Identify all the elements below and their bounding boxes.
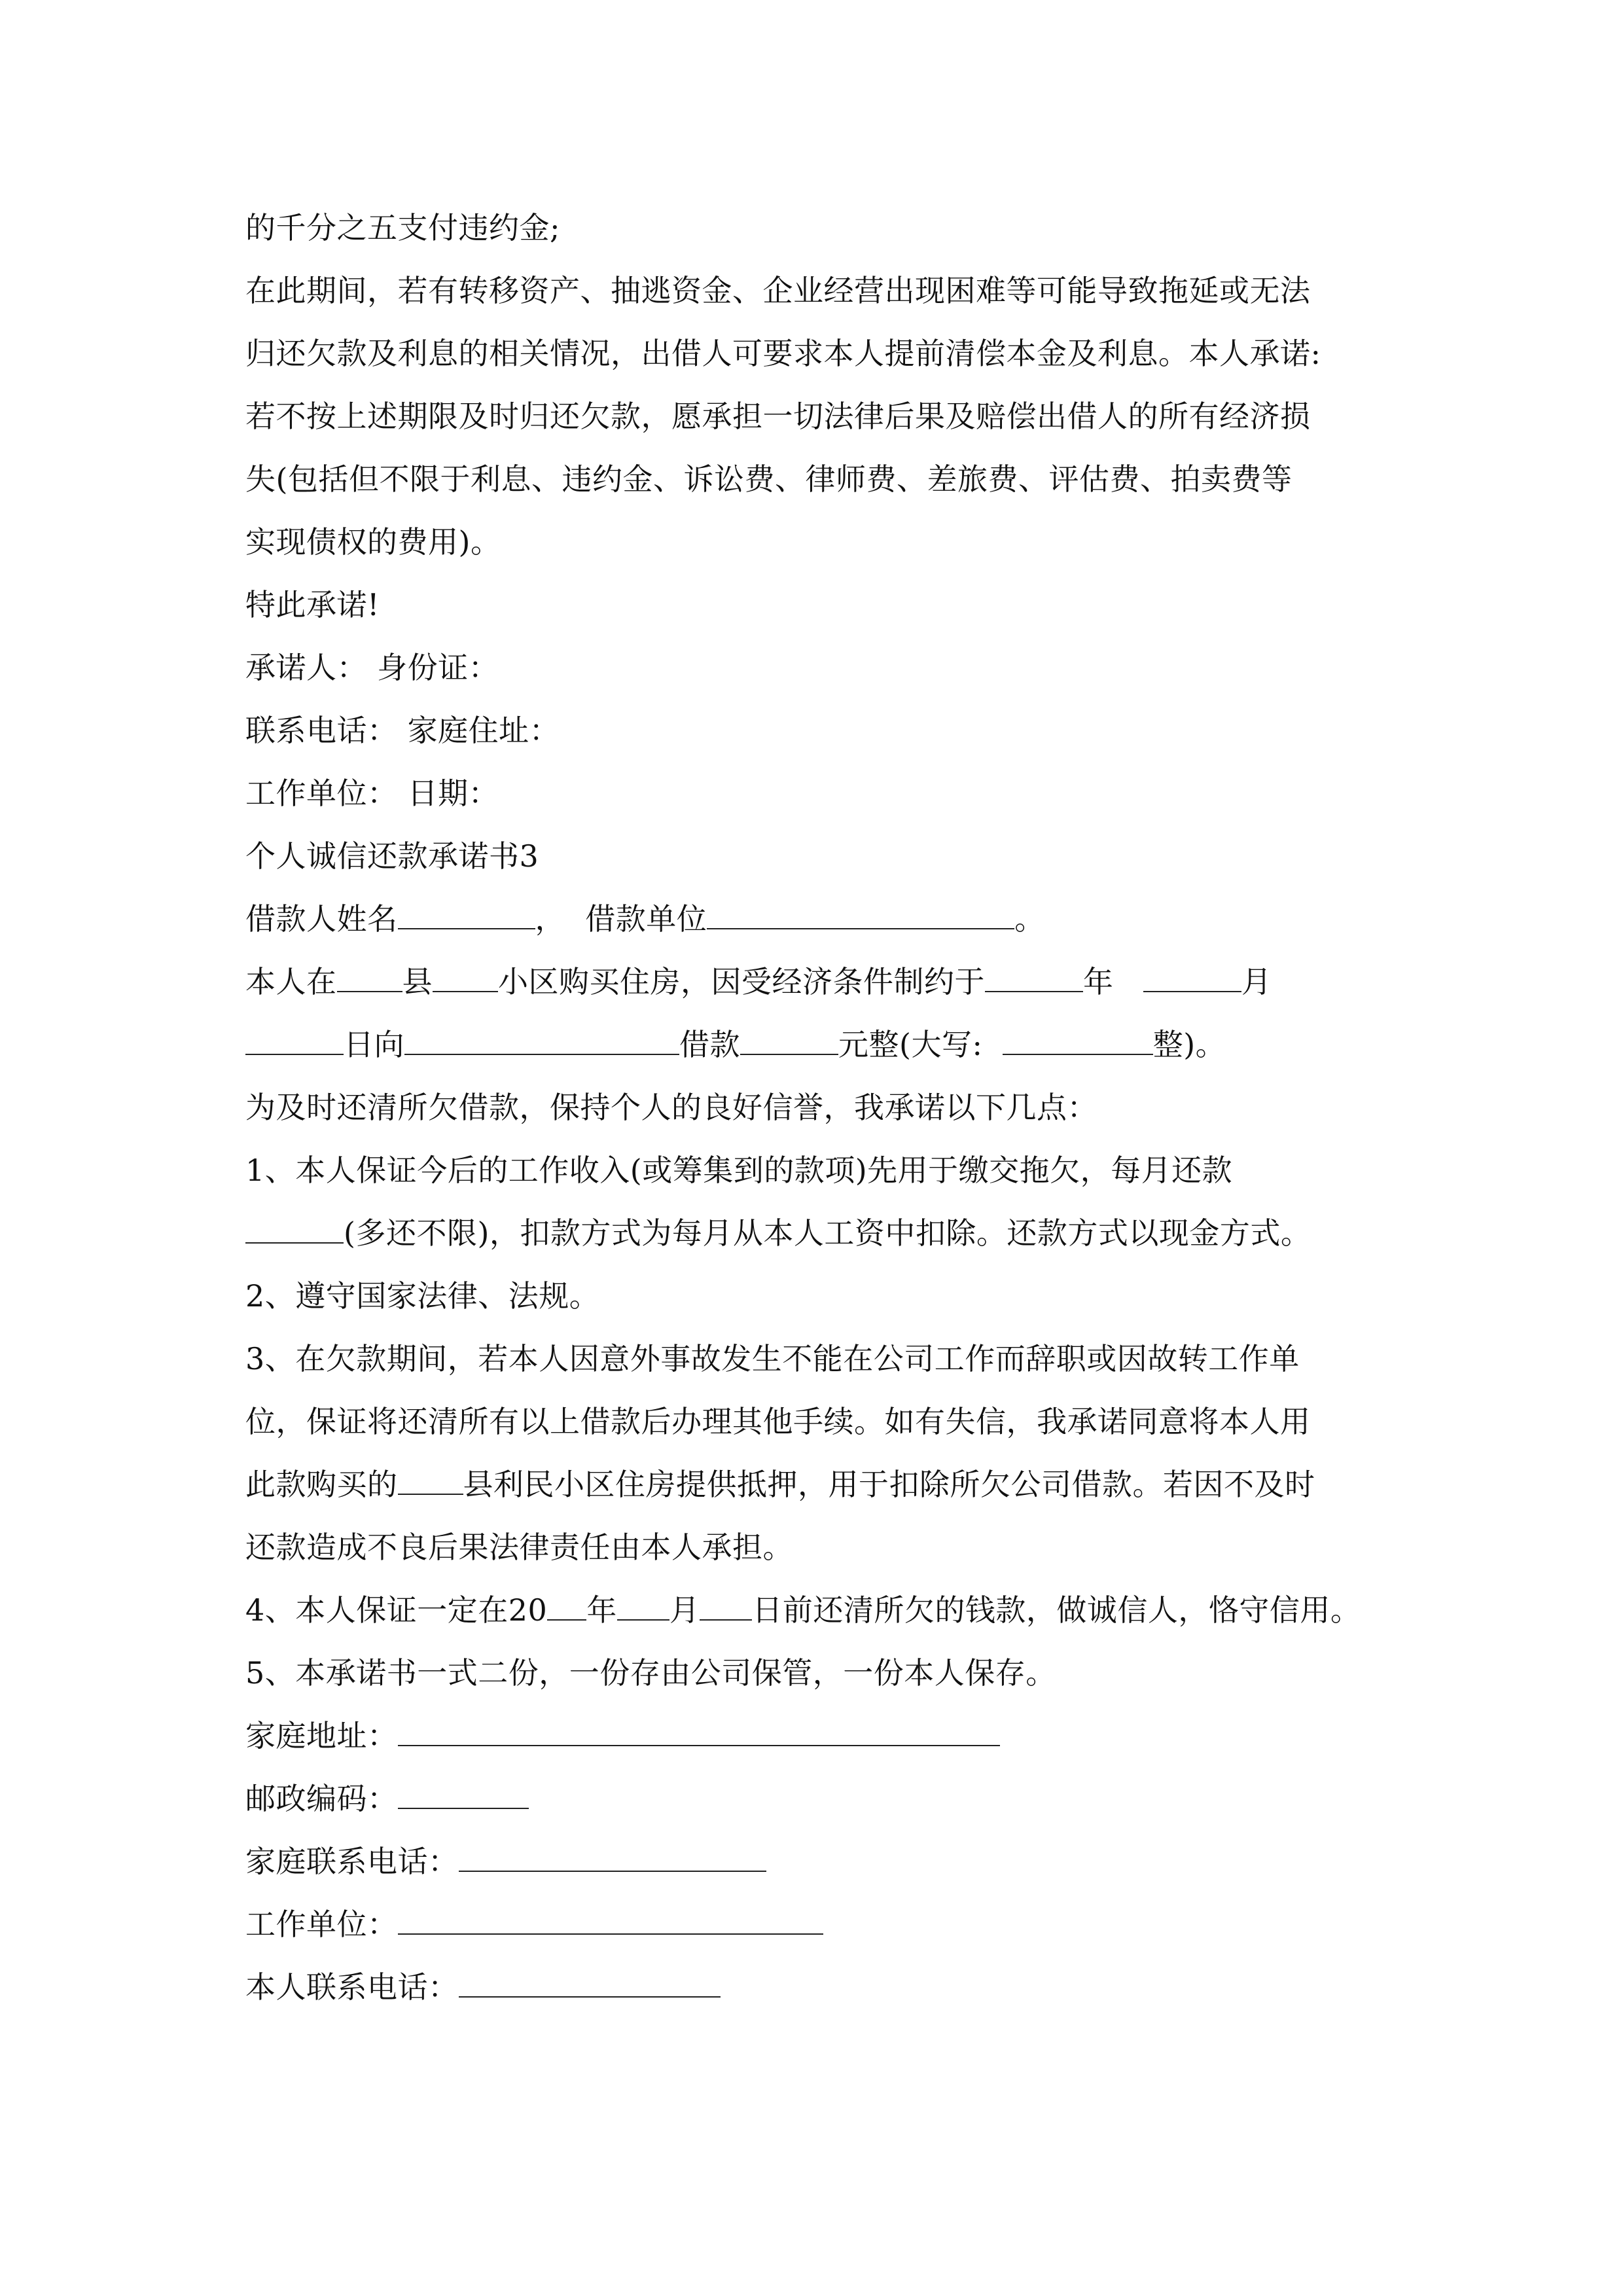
purchase-text: 本人在 <box>245 964 337 999</box>
lender-blank[interactable] <box>404 1025 679 1055</box>
item-5-line: 5、本承诺书一式二份，一份存由公司保管，一份本人保存。 <box>245 1655 1056 1691</box>
community-text: 小区购买住房，因受经济条件制约于 <box>498 964 985 999</box>
contact-line: 联系电话： 家庭住址： <box>245 713 560 748</box>
home-address-line <box>245 1716 1000 1755</box>
item-4-text: 4、本人保证一定在20 <box>245 1592 548 1628</box>
home-phone-line <box>245 1842 766 1881</box>
item-4-line <box>245 1590 1361 1630</box>
item-3-mortgage-line <box>245 1465 1315 1504</box>
loan-text: 借款 <box>679 1027 740 1062</box>
section-title: 个人诚信还款承诺书3 <box>245 838 539 874</box>
mortgage-county-blank[interactable] <box>398 1465 463 1495</box>
paragraph-line: 在此期间，若有转移资产、抽逃资金、企业经营出现困难等可能导致拖延或无法 <box>245 273 1311 308</box>
month-blank[interactable] <box>1143 962 1241 992</box>
home-phone-label: 家庭联系电话： <box>245 1844 459 1879</box>
year-blank[interactable] <box>985 962 1083 992</box>
yuan-text: 元整(大写: <box>838 1027 983 1062</box>
personal-phone-line <box>245 1967 721 2007</box>
paragraph-line: 若不按上述期限及时归还欠款，愿承担一切法律后果及赔偿出借人的所有经济损 <box>245 399 1311 434</box>
mortgage-text: 此款购买的 <box>245 1467 398 1502</box>
postal-code-blank[interactable] <box>398 1779 529 1809</box>
signer-line: 承诺人： 身份证： <box>245 650 499 685</box>
intro-line: 为及时还清所欠借款，保持个人的良好信誉，我承诺以下几点： <box>245 1090 1097 1125</box>
work-date-line: 工作单位： 日期： <box>245 776 499 811</box>
county-blank[interactable] <box>337 962 402 992</box>
work-unit-label: 工作单位： <box>245 1907 398 1942</box>
postal-code-label: 邮政编码： <box>245 1781 398 1816</box>
repay-year-blank[interactable] <box>547 1590 586 1621</box>
item-1-text: (多还不限)，扣款方式为每月从本人工资中扣除。还款方式以现金方式。 <box>344 1215 1311 1251</box>
paragraph-line: 失(包括但不限于利息、违约金、诉讼费、律师费、差旅费、评估费、拍卖费等 <box>245 461 1293 497</box>
item-2-line: 2、遵守国家法律、法规。 <box>245 1278 600 1314</box>
borrower-name-blank[interactable] <box>398 899 535 929</box>
home-phone-blank[interactable] <box>459 1842 766 1872</box>
amount-words-blank[interactable] <box>1003 1025 1153 1055</box>
borrower-unit-label: 借款单位 <box>585 901 707 937</box>
work-unit-line <box>245 1905 823 1944</box>
repay-day-blank[interactable] <box>700 1590 752 1621</box>
postal-code-line <box>245 1779 529 1818</box>
home-address-blank[interactable] <box>398 1716 1000 1746</box>
item-1-continued-line <box>245 1213 1311 1253</box>
personal-phone-label: 本人联系电话： <box>245 1969 459 2005</box>
work-unit-blank[interactable] <box>398 1905 823 1935</box>
comma-text: ， <box>535 901 565 937</box>
item-1-line: 1、本人保证今后的工作收入(或筹集到的款项)先用于缴交拖欠，每月还款 <box>245 1153 1233 1188</box>
day-text: 日向 <box>344 1027 404 1062</box>
purchase-line <box>245 962 1272 1001</box>
county-text: 县 <box>402 964 433 999</box>
borrower-unit-blank[interactable] <box>707 899 1014 929</box>
borrower-line <box>245 899 1045 939</box>
repay-year-text: 年 <box>586 1592 617 1628</box>
amount-end-text: 整)。 <box>1152 1027 1226 1062</box>
paragraph-line: 归还欠款及利息的相关情况，出借人可要求本人提前清偿本金及利息。本人承诺: <box>245 336 1321 371</box>
paragraph-line: 实现债权的费用)。 <box>245 524 501 560</box>
repay-month-blank[interactable] <box>617 1590 669 1621</box>
amount-blank[interactable] <box>740 1025 838 1055</box>
monthly-payment-blank[interactable] <box>245 1213 344 1244</box>
mortgage-detail-text: 县利民小区住房提供抵押，用于扣除所欠公司借款。若因不及时 <box>463 1467 1315 1502</box>
repay-month-text: 月 <box>669 1592 700 1628</box>
period-text: 。 <box>1014 901 1045 937</box>
paragraph-line: 的千分之五支付违约金; <box>245 210 560 245</box>
repay-day-text: 日前还清所欠的钱款，做诚信人，恪守信用。 <box>752 1592 1361 1628</box>
borrower-name-label: 借款人姓名 <box>245 901 398 937</box>
year-text: 年 <box>1083 964 1114 999</box>
personal-phone-blank[interactable] <box>459 1967 721 1998</box>
item-3-line: 位，保证将还清所有以上借款后办理其他手续。如有失信，我承诺同意将本人用 <box>245 1404 1311 1439</box>
community-blank[interactable] <box>433 962 498 992</box>
item-3-line: 3、在欠款期间，若本人因意外事故发生不能在公司工作而辞职或因故转工作单 <box>245 1341 1300 1376</box>
day-blank[interactable] <box>245 1025 344 1055</box>
home-address-label: 家庭地址： <box>245 1718 398 1753</box>
month-text: 月 <box>1241 964 1272 999</box>
loan-amount-line <box>245 1025 1226 1064</box>
item-3-line: 还款造成不良后果法律责任由本人承担。 <box>245 1530 793 1565</box>
closing-line: 特此承诺! <box>245 587 380 622</box>
